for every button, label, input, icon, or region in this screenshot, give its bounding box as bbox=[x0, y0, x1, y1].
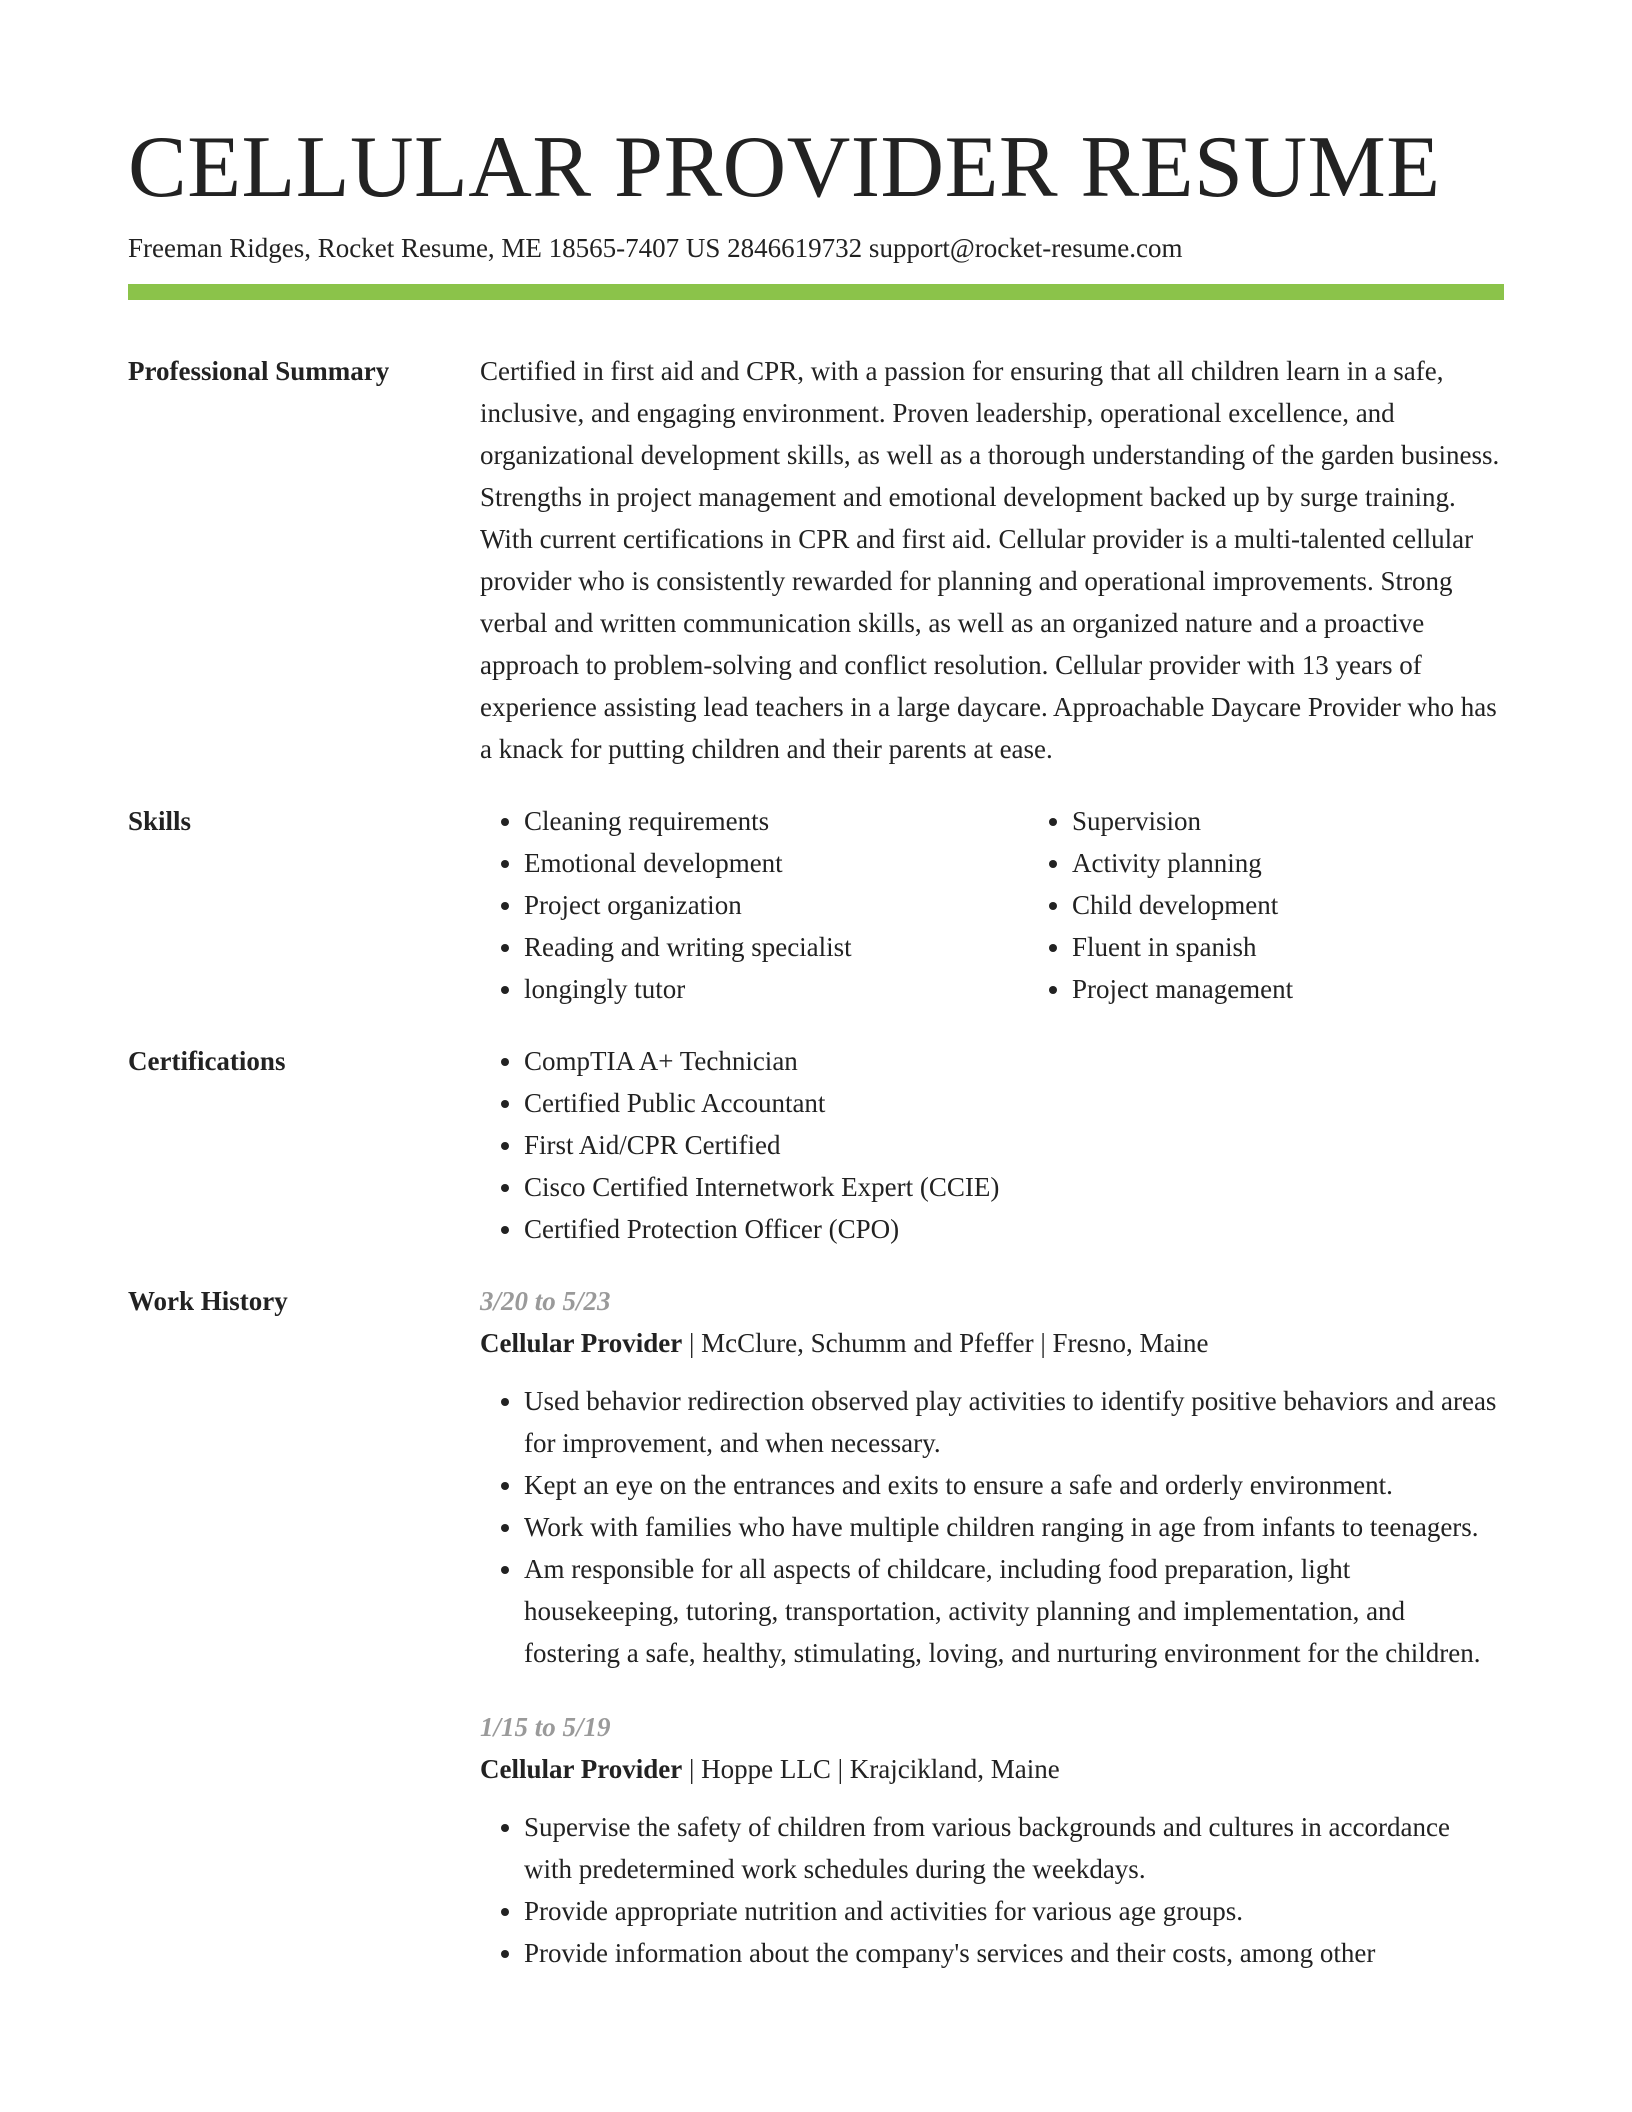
job-heading bbox=[480, 1748, 1504, 1790]
skill-item: • Project organization bbox=[524, 884, 1028, 926]
job-details: | Hoppe LLC | Krajcikland, Maine bbox=[682, 1754, 1060, 1784]
accent-divider bbox=[128, 284, 1504, 300]
professional-summary-section bbox=[128, 350, 1504, 770]
contact-line: Freeman Ridges, Rocket Resume, ME 18565-7407 US 2846619732 support@rocket-resume.com bbox=[128, 233, 1183, 263]
job-entry bbox=[480, 1706, 1504, 1974]
work-history-section bbox=[128, 1280, 1504, 1974]
job-bullet: • Work with families who have multiple children ranging in age from infants to teenagers. bbox=[524, 1506, 1504, 1548]
certifications-section bbox=[128, 1040, 1504, 1250]
certification-item: • Certified Protection Officer (CPO) bbox=[524, 1208, 1504, 1250]
skill-item: • Cleaning requirements bbox=[524, 800, 1028, 842]
job-entry bbox=[480, 1280, 1504, 1674]
job-bullet: • Am responsible for all aspects of childcare, including food preparation, light housekeeping, tutoring, transportation, activity planning and implementation, and fostering a safe, healthy, stimulating, loving, and nurturing environment for the children. bbox=[524, 1548, 1504, 1674]
job-heading bbox=[480, 1322, 1504, 1364]
skills-list-left bbox=[480, 800, 1028, 1010]
job-title: Cellular Provider bbox=[480, 1754, 683, 1784]
skill-item: • Project management bbox=[1072, 968, 1576, 1010]
skill-item: • Supervision bbox=[1072, 800, 1576, 842]
job-bullet: • Provide appropriate nutrition and activities for various age groups. bbox=[524, 1890, 1504, 1932]
certification-item: • Cisco Certified Internetwork Expert (CCIE) bbox=[524, 1166, 1504, 1208]
job-bullet: • Provide information about the company's services and their costs, among other bbox=[524, 1932, 1504, 1974]
skill-item: • longingly tutor bbox=[524, 968, 1028, 1010]
section-label-summary: Professional Summary bbox=[128, 356, 390, 386]
skills-section bbox=[128, 800, 1504, 1010]
skill-item: • Reading and writing specialist bbox=[524, 926, 1028, 968]
skills-list-right bbox=[1028, 800, 1576, 1010]
certifications-list bbox=[480, 1040, 1504, 1250]
resume-page bbox=[128, 118, 1504, 1974]
job-bullets bbox=[480, 1806, 1504, 1974]
certification-item: • First Aid/CPR Certified bbox=[524, 1124, 1504, 1166]
job-bullet: • Supervise the safety of children from various backgrounds and cultures in accordance with predetermined work schedules during the weekdays. bbox=[524, 1806, 1504, 1890]
skill-item: • Activity planning bbox=[1072, 842, 1576, 884]
section-label-certifications: Certifications bbox=[128, 1046, 286, 1076]
job-title: Cellular Provider bbox=[480, 1328, 683, 1358]
section-label-skills: Skills bbox=[128, 806, 192, 836]
certification-item: • CompTIA A+ Technician bbox=[524, 1040, 1504, 1082]
job-details: | McClure, Schumm and Pfeffer | Fresno, Maine bbox=[682, 1328, 1209, 1358]
skill-item: • Emotional development bbox=[524, 842, 1028, 884]
resume-title: CELLULAR PROVIDER RESUME bbox=[128, 119, 1441, 216]
job-bullet: • Used behavior redirection observed play activities to identify positive behaviors and areas for improvement, and when necessary. bbox=[524, 1380, 1504, 1464]
summary-text: Certified in first aid and CPR, with a passion for ensuring that all children learn in a safe, inclusive, and engaging environment. Proven leadership, operational excellence, and organizational development skills, as well as a thorough understanding of the garden business. Strengths in project management and emotional development backed up by surge training. With current certifications in CPR and first aid. Cellular provider is a multi-talented cellular provider who is consistently rewarded for planning and operational improvements. Strong verbal and written communication skills, as well as an organized nature and a proactive approach to problem-solving and conflict resolution. Cellular provider with 13 years of experience assisting lead teachers in a large daycare. Approachable Daycare Provider who has a knack for putting children and their parents at ease. bbox=[480, 356, 1500, 764]
certification-item: • Certified Public Accountant bbox=[524, 1082, 1504, 1124]
skill-item: • Child development bbox=[1072, 884, 1576, 926]
job-bullet: • Kept an eye on the entrances and exits to ensure a safe and orderly environment. bbox=[524, 1464, 1504, 1506]
section-label-work-history: Work History bbox=[128, 1286, 288, 1316]
job-dates: 3/20 to 5/23 bbox=[480, 1286, 611, 1316]
skill-item: • Fluent in spanish bbox=[1072, 926, 1576, 968]
job-bullets bbox=[480, 1380, 1504, 1674]
job-dates: 1/15 to 5/19 bbox=[480, 1712, 611, 1742]
